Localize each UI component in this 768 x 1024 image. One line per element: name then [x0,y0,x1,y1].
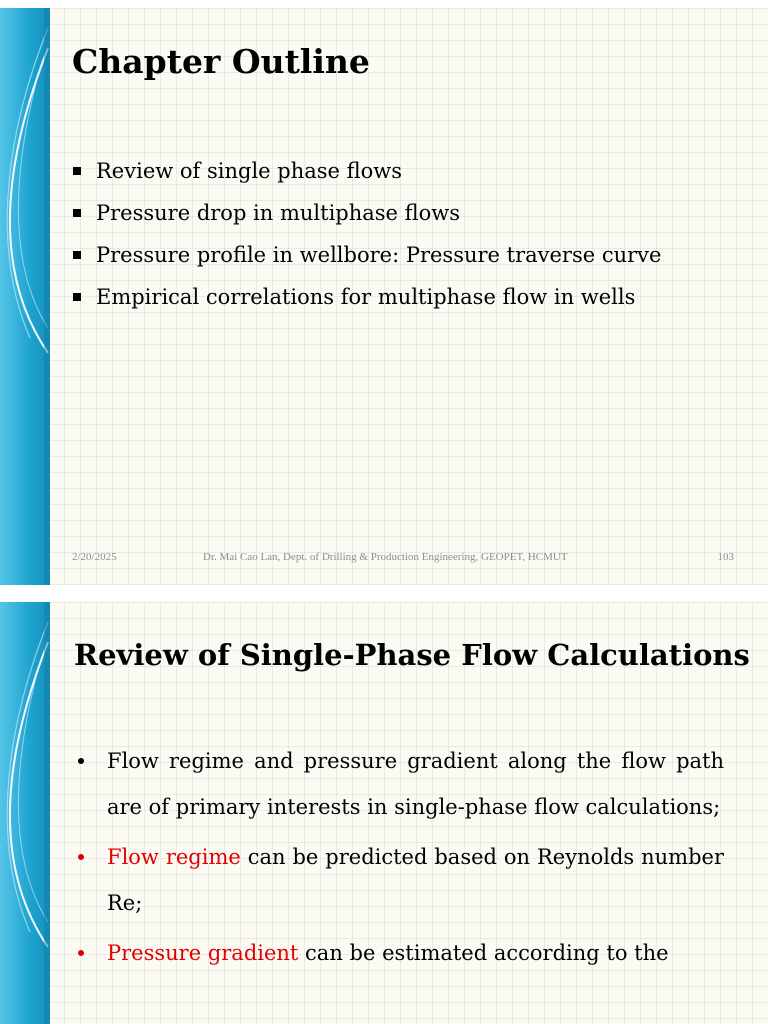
slide-title: Chapter Outline [72,42,370,81]
round-bullet-icon [78,950,84,956]
square-bullet-icon [73,293,81,301]
highlight-pressure-gradient: Pressure gradient [107,941,299,965]
list-item: Flow regime can be predicted based on Reynolds number Re; [74,834,724,926]
list-item: Review of single phase flows [72,150,661,192]
list-item: Empirical correlations for multiphase flow in wells [72,276,661,318]
square-bullet-icon [73,251,81,259]
footer-date: 2/20/2025 [72,551,117,563]
square-bullet-icon [73,209,81,217]
round-bullet-icon [78,758,84,764]
list-item: Pressure profile in wellbore: Pressure traverse curve [72,234,661,276]
slide-side-band [0,8,50,585]
footer-page-number: 103 [717,551,734,563]
round-bullet-icon [78,854,84,860]
slide-single-phase-review [0,602,768,1024]
square-bullet-icon [73,167,81,175]
outline-list [72,150,661,318]
list-item: Flow regime and pressure gradient along the flow path are of primary interests in single-phase flow calculations; [74,738,724,830]
list-item: Pressure gradient can be estimated according to the [74,930,724,976]
slide-side-band [0,602,50,1024]
slide-chapter-outline [0,8,768,585]
list-item: Pressure drop in multiphase flows [72,192,661,234]
footer-author: Dr. Mai Cao Lan, Dept. of Drilling & Production Engineering, GEOPET, HCMUT [203,551,568,563]
review-list [74,738,724,980]
slide-title: Review of Single-Phase Flow Calculations [74,638,750,672]
highlight-flow-regime: Flow regime [107,845,241,869]
